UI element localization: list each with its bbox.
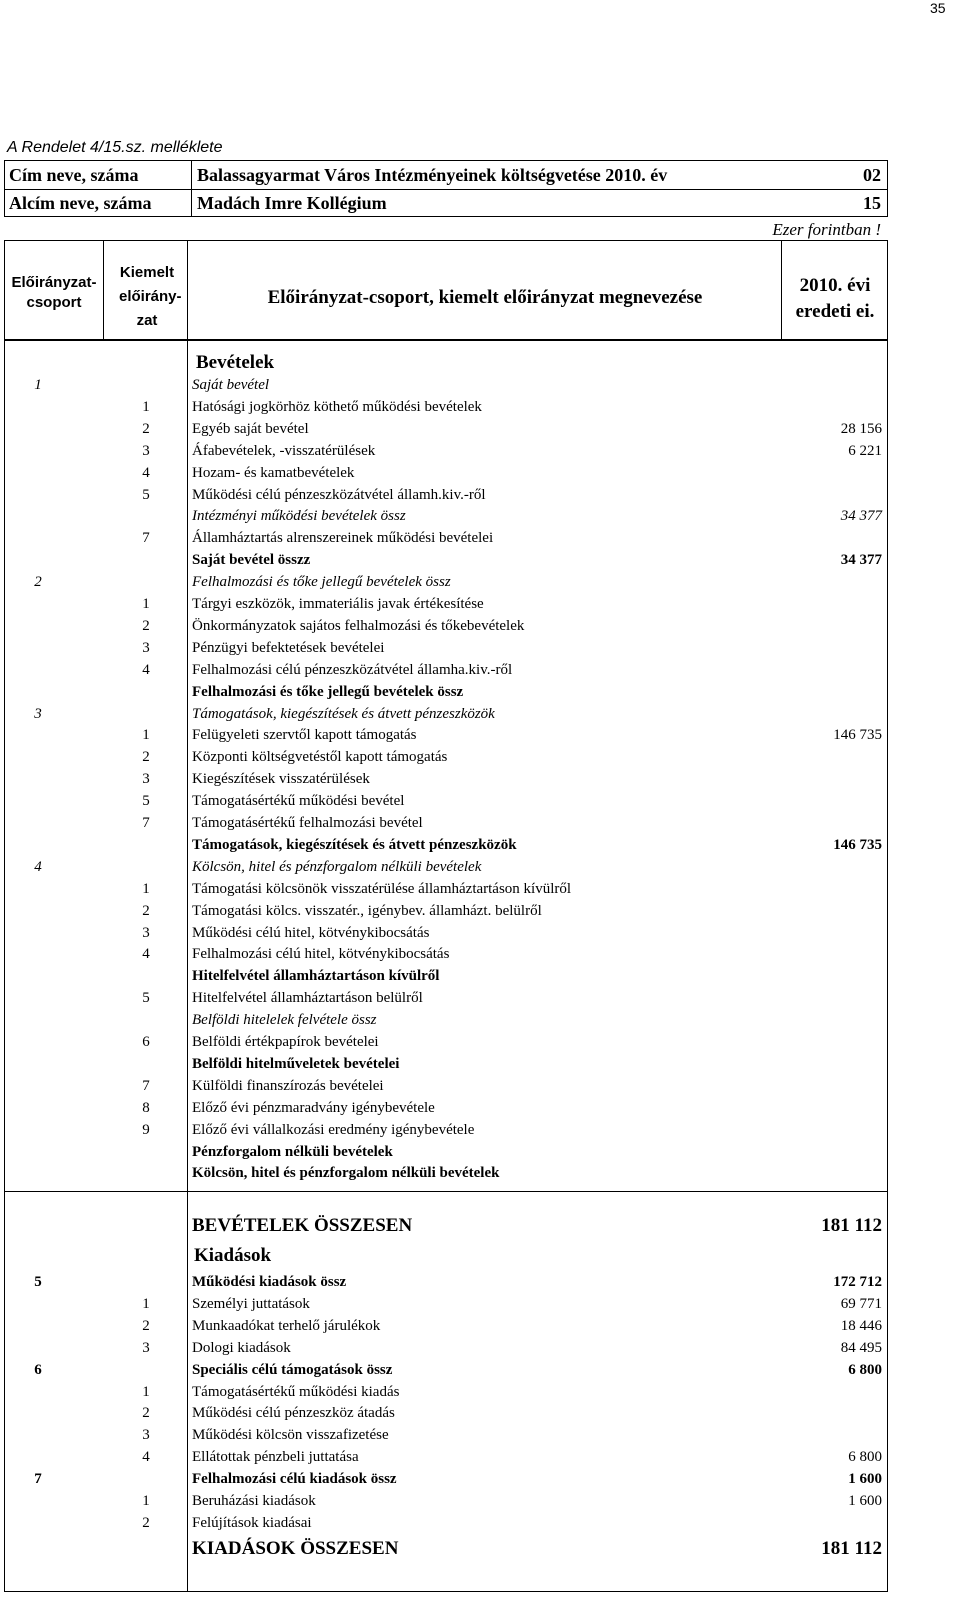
item-value: 1 600	[848, 1493, 882, 1509]
item-code: 1	[142, 596, 150, 612]
table-row	[0, 505, 960, 527]
item-name: Felhalmozási célú hitel, kötvénykibocsátás	[192, 946, 450, 963]
table-row	[0, 834, 960, 856]
total-income-row	[0, 1215, 960, 1243]
table-row	[0, 922, 960, 944]
table-row	[0, 965, 960, 987]
item-code: 5	[142, 486, 150, 503]
item-name: Előző évi pénzmaradvány igénybevétele	[192, 1099, 435, 1116]
item-code: 6	[142, 1034, 150, 1050]
item-name: Belföldi hitelelek felvétele össz	[192, 1012, 377, 1029]
table-row	[0, 593, 960, 615]
item-name: Intézményi működési bevételek össz	[192, 508, 406, 525]
table-row	[0, 1468, 960, 1490]
item-value: 34 377	[840, 508, 882, 525]
annex-note: A Rendelet 4/15.sz. melléklete	[7, 139, 223, 156]
item-name: Felhalmozási és tőke jellegű bevételek össz	[192, 683, 464, 700]
table-row	[0, 724, 960, 746]
item-name: Működési célú pénzeszköz átadás	[192, 1405, 395, 1422]
item-name: Beruházási kiadások	[192, 1493, 316, 1509]
col-value-header: 2010. évi eredeti ei.	[795, 275, 875, 322]
item-code: 5	[142, 990, 150, 1007]
table-row	[0, 1359, 960, 1381]
table-row	[0, 1141, 960, 1163]
col-kiemelt-header: Kiemelt előirány-zat	[119, 264, 182, 329]
item-name: Pénzügyi befektetések bevételei	[192, 639, 385, 656]
item-value: 28 156	[840, 420, 882, 437]
item-value: 6 800	[848, 1449, 882, 1466]
item-code: 4	[142, 946, 150, 963]
item-name: Kölcsön, hitel és pénzforgalom nélküli bevételek	[192, 858, 482, 875]
table-row	[0, 1337, 960, 1359]
item-name: Támogatások, kiegészítések és átvett pénzeszközök	[192, 836, 517, 853]
item-name: Előző évi vállalkozási eredmény igénybevétele	[192, 1121, 475, 1138]
item-value: 146 735	[833, 836, 882, 853]
table-row	[0, 1053, 960, 1075]
table-row	[0, 1381, 960, 1403]
table-row	[0, 1293, 960, 1315]
item-value: 18 446	[840, 1317, 882, 1334]
total-expense-row	[0, 1538, 960, 1566]
item-code: 8	[142, 1099, 150, 1116]
alcim-value: Madách Imre Kollégium	[197, 193, 387, 213]
table-row	[0, 1162, 960, 1184]
item-code: 5	[142, 793, 150, 810]
item-name: Működési célú pénzeszközátvétel államh.kiv.-ről	[192, 486, 486, 503]
cim-value: Balassagyarmat Város Intézményeinek költségvetése 2010. év	[197, 165, 668, 185]
group-code: 3	[34, 705, 42, 722]
group-code: 7	[34, 1471, 42, 1488]
item-code: 1	[142, 1295, 150, 1312]
item-code: 7	[142, 530, 150, 547]
table-row	[0, 746, 960, 768]
item-name: Hitelfelvétel államháztartáson belülről	[192, 990, 423, 1007]
item-code: 4	[142, 661, 150, 678]
table-row	[0, 943, 960, 965]
group-code: 6	[34, 1361, 42, 1378]
table-row	[0, 1402, 960, 1424]
item-value: 34 377	[840, 552, 882, 569]
item-code: 3	[142, 442, 150, 459]
item-value: 6 221	[848, 442, 882, 459]
alcim-label: Alcím neve, száma	[9, 193, 152, 213]
table-row	[0, 1097, 960, 1119]
table-row	[0, 571, 960, 593]
unit-label: Ezer forintban !	[772, 220, 881, 239]
table-row	[0, 1271, 960, 1293]
item-code: 1	[142, 727, 150, 744]
item-name: Hitelfelvétel államháztartáson kívülről	[192, 968, 440, 985]
item-code: 3	[142, 1339, 150, 1356]
item-code: 1	[142, 1493, 150, 1509]
item-code: 3	[142, 771, 150, 788]
table-row	[0, 1031, 960, 1053]
group-code: 5	[34, 1274, 42, 1290]
item-code: 3	[142, 1427, 150, 1444]
item-code: 3	[142, 639, 150, 656]
item-name: Felügyeleti szervtől kapott támogatás	[192, 727, 417, 744]
page-number: 35	[930, 0, 946, 16]
table-row	[0, 440, 960, 462]
item-name: Működési kölcsön visszafizetése	[192, 1427, 389, 1444]
total-income-label: BEVÉTELEK ÖSSZESEN	[192, 1215, 413, 1236]
item-name: Hozam- és kamatbevételek	[192, 464, 355, 481]
item-name: Saját bevétel összz	[192, 552, 311, 569]
item-code: 2	[142, 1317, 150, 1334]
item-name: Külföldi finanszírozás bevételei	[192, 1077, 384, 1094]
table-row	[0, 987, 960, 1009]
table-row	[0, 527, 960, 549]
item-name: Támogatásértékű felhalmozási bevétel	[192, 815, 423, 831]
total-expense-value: 181 112	[821, 1538, 882, 1559]
table-row	[0, 1512, 960, 1534]
total-income-value: 181 112	[821, 1215, 882, 1236]
table-row	[0, 703, 960, 725]
group-code: 4	[34, 858, 42, 875]
table-row	[0, 1446, 960, 1468]
item-name: Kölcsön, hitel és pénzforgalom nélküli bevételek	[192, 1165, 500, 1182]
item-code: 2	[142, 1405, 150, 1422]
table-row	[0, 1075, 960, 1097]
item-name: Működési célú hitel, kötvénykibocsátás	[192, 924, 430, 941]
total-expense-label: KIADÁSOK ÖSSZESEN	[192, 1538, 399, 1559]
item-value: 69 771	[840, 1295, 882, 1312]
item-code: 2	[142, 749, 150, 766]
alcim-code: 15	[863, 193, 881, 213]
item-value: 172 712	[833, 1274, 882, 1290]
item-code: 2	[142, 617, 150, 634]
item-name: Támogatási kölcs. visszatér., igénybev. államházt. belülről	[192, 902, 542, 919]
table-row	[0, 1424, 960, 1446]
table-row	[0, 484, 960, 506]
item-name: Speciális célú támogatások össz	[192, 1361, 393, 1378]
item-name: Működési kiadások össz	[192, 1274, 347, 1290]
item-value: 1 600	[848, 1471, 882, 1488]
item-code: 1	[142, 1383, 150, 1400]
item-code: 2	[142, 420, 150, 437]
item-name: Felújítások kiadásai	[192, 1514, 312, 1531]
table-row	[0, 659, 960, 681]
table-row	[0, 812, 960, 834]
item-code: 4	[142, 1449, 150, 1466]
group-code: 1	[34, 377, 42, 393]
table-row	[0, 549, 960, 571]
table-row	[0, 637, 960, 659]
item-name: Támogatásértékű működési kiadás	[192, 1383, 400, 1400]
item-name: Államháztartás alrenszereinek működési bevételei	[192, 530, 494, 547]
expense-heading: Kiadások	[194, 1245, 272, 1266]
item-name: Kiegészítések visszatérülések	[192, 771, 370, 788]
table-row	[0, 396, 960, 418]
col-group-header: Előirányzat-csoport	[11, 274, 97, 311]
cim-code: 02	[863, 165, 881, 185]
item-value: 146 735	[833, 727, 882, 744]
table-row	[0, 1119, 960, 1141]
item-code: 7	[142, 815, 150, 831]
item-name: Központi költségvetéstől kapott támogatás	[192, 749, 448, 766]
item-code: 7	[142, 1077, 150, 1094]
item-name: Támogatásértékű működési bevétel	[192, 793, 405, 810]
item-name: Felhalmozási célú kiadások össz	[192, 1471, 397, 1488]
item-code: 3	[142, 924, 150, 941]
item-name: Belföldi értékpapírok bevételei	[192, 1034, 379, 1050]
item-code: 2	[142, 1514, 150, 1531]
item-code: 1	[142, 398, 150, 415]
table-row	[0, 1315, 960, 1337]
item-name: Egyéb saját bevétel	[192, 420, 309, 437]
item-name: Dologi kiadások	[192, 1339, 291, 1356]
table-row	[0, 1490, 960, 1512]
item-name: Felhalmozási célú pénzeszközátvétel államha.kiv.-ről	[192, 661, 513, 678]
table-row	[0, 374, 960, 396]
table-row	[0, 768, 960, 790]
table-row	[0, 1009, 960, 1031]
table-row	[0, 418, 960, 440]
item-name: Ellátottak pénzbeli juttatása	[192, 1449, 359, 1466]
item-name: Támogatások, kiegészítések és átvett pénzeszközök	[192, 705, 495, 722]
item-name: Pénzforgalom nélküli bevételek	[192, 1143, 393, 1160]
item-value: 84 495	[840, 1339, 882, 1356]
cim-label: Cím neve, száma	[9, 165, 139, 185]
table-row	[0, 878, 960, 900]
item-name: Áfabevételek, -visszatérülések	[192, 442, 376, 459]
item-code: 9	[142, 1121, 150, 1138]
item-name: Önkormányzatok sajátos felhalmozási és tőkebevételek	[192, 617, 525, 634]
item-name: Saját bevétel	[192, 377, 270, 393]
item-code: 4	[142, 464, 150, 481]
item-value: 6 800	[848, 1361, 882, 1378]
item-name: Munkaadókat terhelő járulékok	[192, 1317, 381, 1334]
item-code: 2	[142, 902, 150, 919]
item-name: Hatósági jogkörhöz köthető működési bevételek	[192, 398, 482, 415]
item-name: Személyi juttatások	[192, 1295, 310, 1312]
item-name: Tárgyi eszközök, immateriális javak értékesítése	[192, 596, 484, 612]
table-row	[0, 856, 960, 878]
table-row	[0, 790, 960, 812]
table-row	[0, 615, 960, 637]
item-name: Belföldi hitelműveletek bevételei	[192, 1055, 400, 1072]
income-heading: Bevételek	[196, 352, 275, 373]
table-row	[0, 681, 960, 703]
table-row	[0, 462, 960, 484]
item-name: Támogatási kölcsönök visszatérülése államháztartáson kívülről	[192, 880, 572, 897]
col-name-header: Előirányzat-csoport, kiemelt előirányzat megnevezése	[267, 287, 703, 308]
item-name: Felhalmozási és tőke jellegű bevételek össz	[192, 574, 451, 591]
table-row	[0, 900, 960, 922]
item-code: 1	[142, 880, 150, 897]
group-code: 2	[34, 574, 42, 591]
